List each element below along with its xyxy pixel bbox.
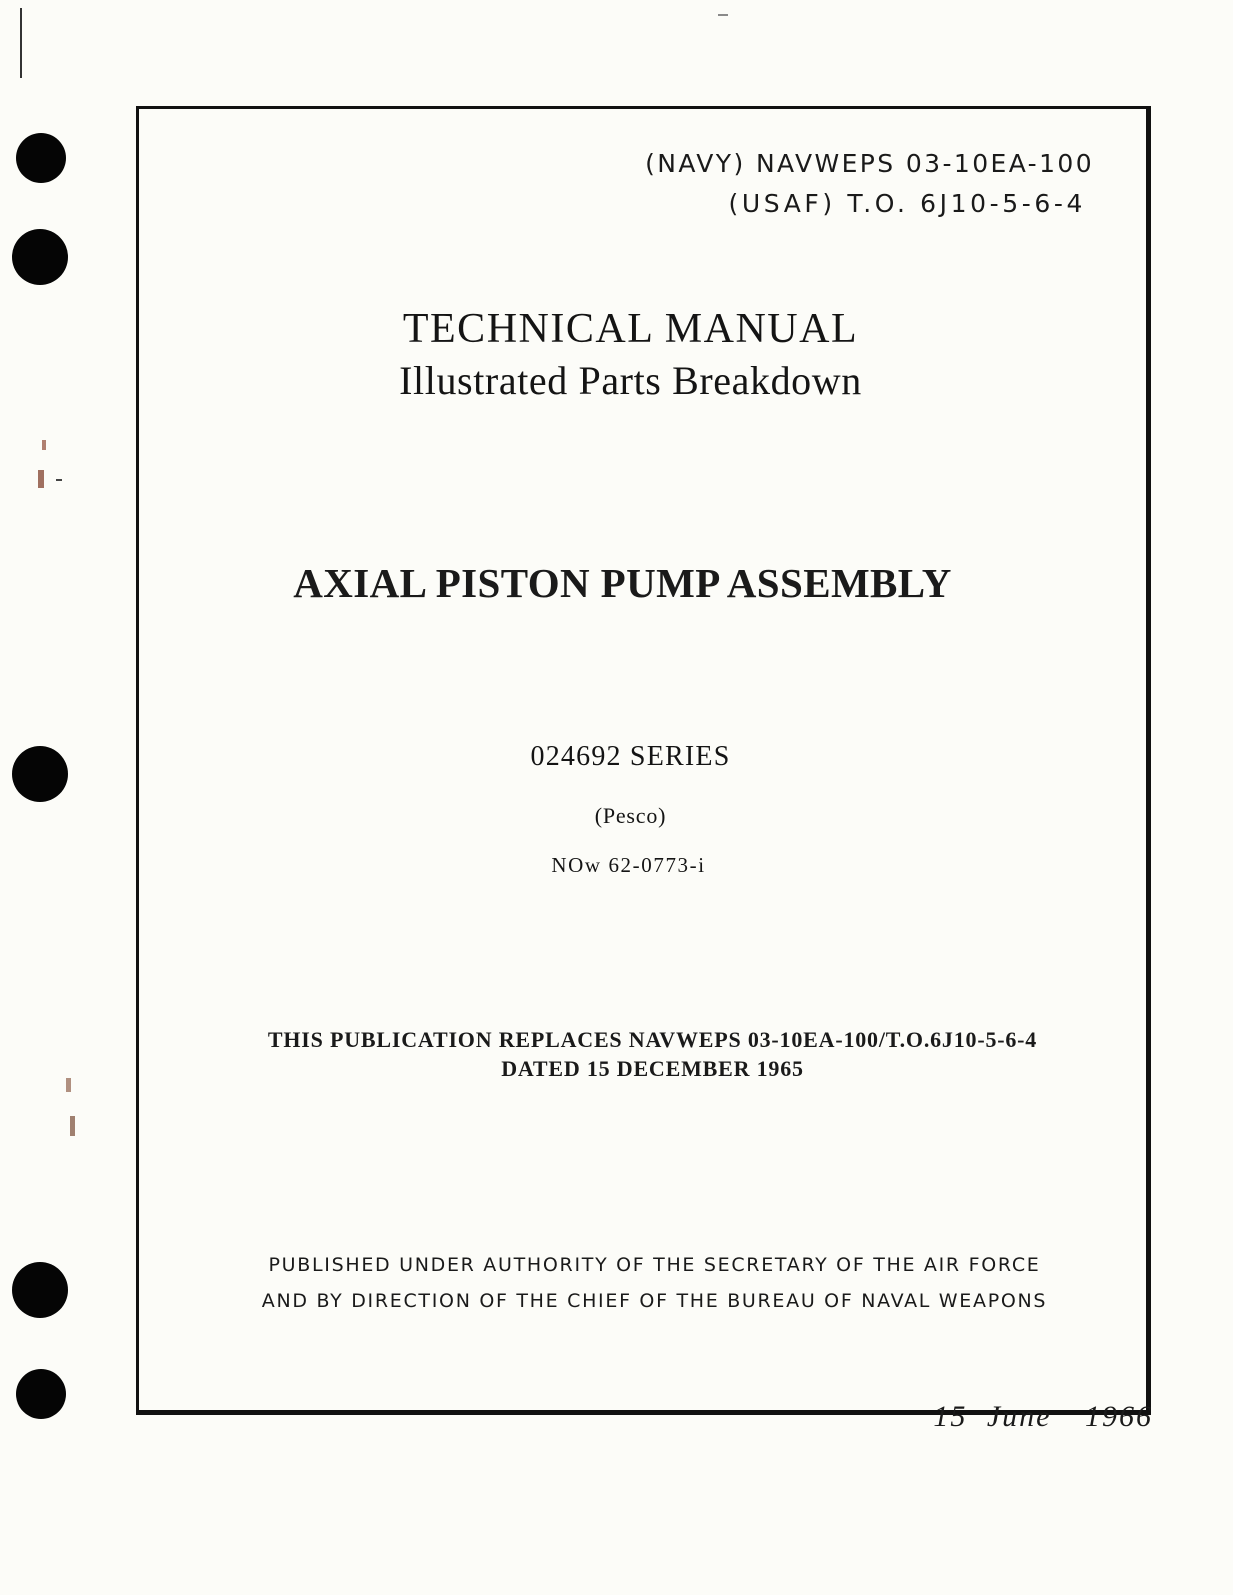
replacement-notice <box>149 1025 1156 1083</box>
series-number: 024692 SERIES <box>530 741 731 772</box>
manual-subtitle: Illustrated Parts Breakdown <box>399 358 862 403</box>
manual-title: TECHNICAL MANUAL <box>402 306 859 352</box>
manufacturer-name: (Pesco) <box>594 803 667 828</box>
issue-date-day: 15 <box>933 1400 968 1433</box>
margin-mark <box>42 440 46 450</box>
authority-statement <box>151 1247 1158 1319</box>
punch-hole <box>16 1369 66 1419</box>
replacement-notice-line: DATED 15 DECEMBER 1965 <box>501 1056 804 1081</box>
punch-hole <box>12 746 68 802</box>
margin-mark <box>70 1116 75 1136</box>
margin-mark <box>56 479 62 481</box>
component-name: AXIAL PISTON PUMP ASSEMBLY <box>293 560 952 606</box>
navy-document-number: (NAVY) NAVWEPS 03-10EA-100 <box>645 149 1094 178</box>
punch-hole <box>12 229 68 285</box>
punch-hole <box>12 1262 68 1318</box>
punch-hole <box>16 133 66 183</box>
authority-line: AND BY DIRECTION OF THE CHIEF OF THE BUREAU OF NAVAL WEAPONS <box>261 1290 1048 1312</box>
title-page-frame <box>136 106 1151 1415</box>
authority-line: PUBLISHED UNDER AUTHORITY OF THE SECRETARY OF THE AIR FORCE <box>268 1254 1041 1276</box>
usaf-document-number: (USAF) T.O. 6J10-5-6-4 <box>728 189 1086 218</box>
margin-mark <box>66 1078 71 1092</box>
issue-date <box>933 1400 1153 1434</box>
issue-date-year: 1966 <box>1085 1400 1153 1433</box>
replacement-notice-line: THIS PUBLICATION REPLACES NAVWEPS 03-10EA-100/T.O.6J10-5-6-4 <box>267 1027 1038 1052</box>
issue-date-month: June <box>986 1400 1052 1433</box>
contract-number: NOw 62-0773-i <box>551 853 706 877</box>
margin-mark <box>20 8 22 78</box>
margin-mark <box>38 470 44 488</box>
margin-mark <box>718 14 728 16</box>
